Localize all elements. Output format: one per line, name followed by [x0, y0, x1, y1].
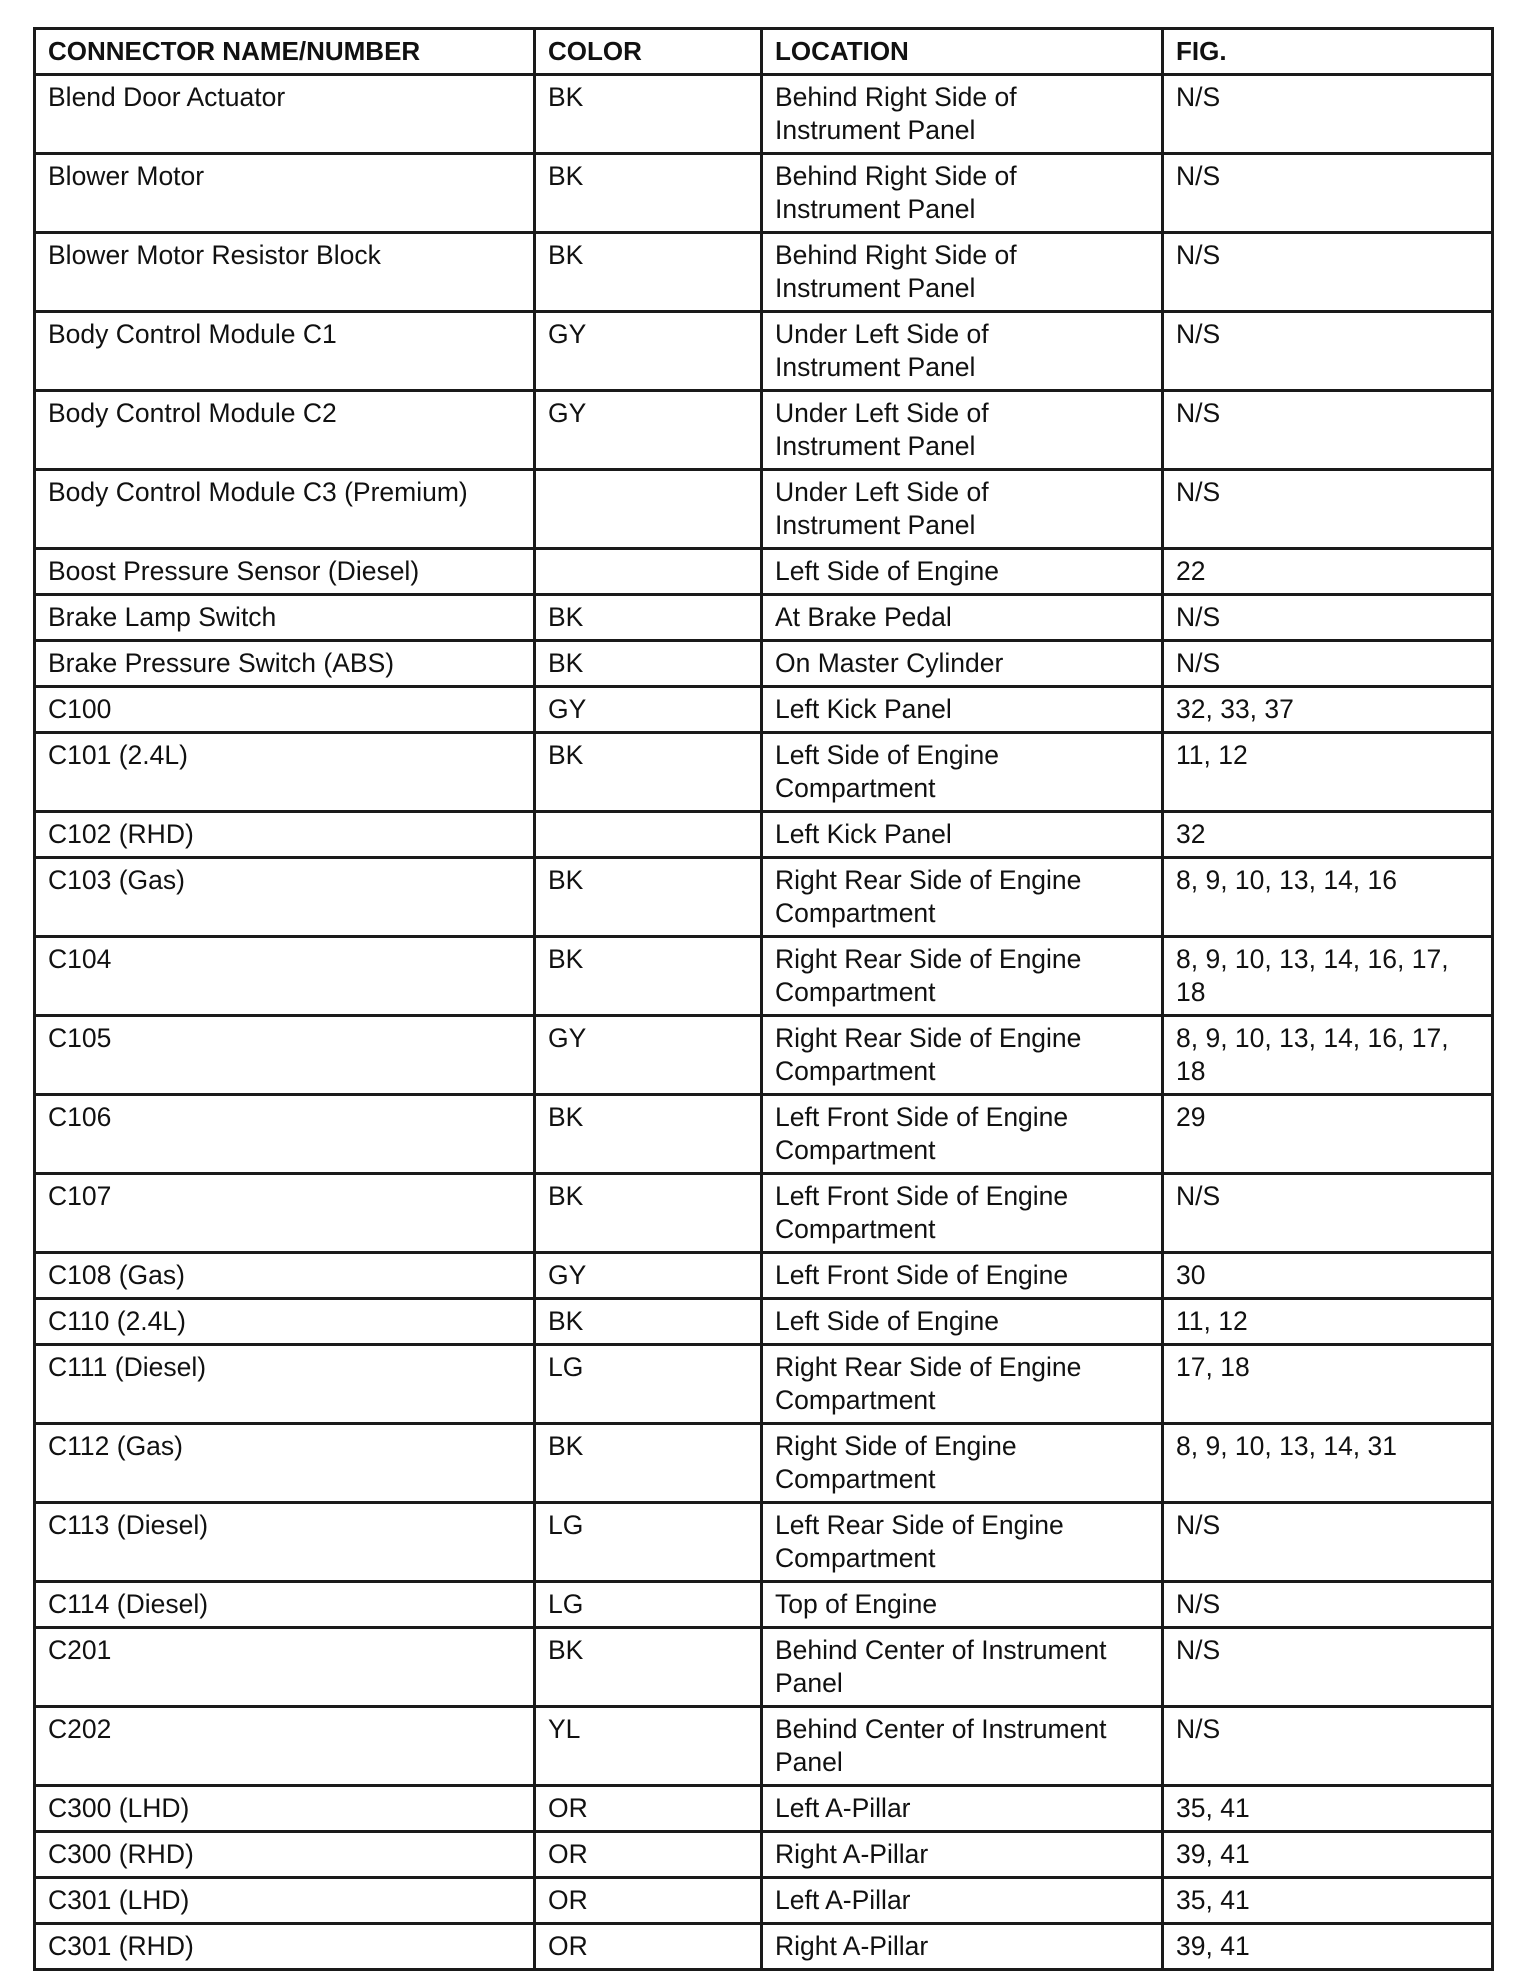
color-cell: BK	[535, 1174, 762, 1253]
color-cell: YL	[535, 1707, 762, 1786]
fig-line: 32	[1176, 819, 1206, 849]
location-cell	[762, 687, 1163, 733]
connector-name-cell: Brake Lamp Switch	[35, 595, 535, 641]
color-cell: BK	[535, 1095, 762, 1174]
fig-line: N/S	[1176, 319, 1221, 349]
table-row	[35, 391, 1493, 470]
connector-name-cell: C100	[35, 687, 535, 733]
location-line: On Master Cylinder	[775, 648, 1004, 678]
location-line: Instrument Panel	[775, 115, 976, 145]
location-cell	[762, 154, 1163, 233]
fig-cell	[1163, 1582, 1493, 1628]
table-row	[35, 1016, 1493, 1095]
fig-line: 8, 9, 10, 13, 14, 16, 17,	[1176, 944, 1449, 974]
location-line: Compartment	[775, 977, 936, 1007]
location-line: Instrument Panel	[775, 273, 976, 303]
header-location: LOCATION	[762, 29, 1163, 75]
fig-line: 11, 12	[1176, 1306, 1248, 1336]
fig-cell	[1163, 1174, 1493, 1253]
location-line: Left Side of Engine	[775, 556, 999, 586]
fig-cell	[1163, 812, 1493, 858]
connector-table	[33, 27, 1494, 1971]
color-cell: BK	[535, 233, 762, 312]
connector-name-cell: C101 (2.4L)	[35, 733, 535, 812]
location-line: Panel	[775, 1747, 843, 1777]
location-line: Behind Right Side of	[775, 161, 1017, 191]
location-line: Behind Right Side of	[775, 82, 1017, 112]
fig-line: 8, 9, 10, 13, 14, 31	[1176, 1431, 1398, 1461]
location-line: At Brake Pedal	[775, 602, 952, 632]
table-row	[35, 233, 1493, 312]
fig-cell	[1163, 1095, 1493, 1174]
color-cell: BK	[535, 75, 762, 154]
location-cell	[762, 1424, 1163, 1503]
color-cell: BK	[535, 595, 762, 641]
location-cell	[762, 1503, 1163, 1582]
location-cell	[762, 1878, 1163, 1924]
location-line: Instrument Panel	[775, 194, 976, 224]
fig-cell	[1163, 1016, 1493, 1095]
location-line: Left Kick Panel	[775, 694, 952, 724]
connector-name-cell: C202	[35, 1707, 535, 1786]
location-cell	[762, 1299, 1163, 1345]
location-line: Right A-Pillar	[775, 1839, 929, 1869]
fig-cell	[1163, 391, 1493, 470]
color-cell	[535, 812, 762, 858]
table-row	[35, 937, 1493, 1016]
fig-cell	[1163, 733, 1493, 812]
location-cell	[762, 1924, 1163, 1970]
connector-name-cell: C201	[35, 1628, 535, 1707]
location-cell	[762, 1628, 1163, 1707]
fig-cell	[1163, 1253, 1493, 1299]
fig-cell	[1163, 233, 1493, 312]
location-cell	[762, 549, 1163, 595]
fig-cell	[1163, 1878, 1493, 1924]
fig-line: 32, 33, 37	[1176, 694, 1294, 724]
location-cell	[762, 233, 1163, 312]
fig-cell	[1163, 1832, 1493, 1878]
table-row	[35, 641, 1493, 687]
location-line: Right Rear Side of Engine	[775, 944, 1082, 974]
fig-cell	[1163, 1707, 1493, 1786]
table-row	[35, 1299, 1493, 1345]
color-cell: OR	[535, 1878, 762, 1924]
location-line: Left Front Side of Engine	[775, 1102, 1069, 1132]
fig-cell	[1163, 1424, 1493, 1503]
location-cell	[762, 1095, 1163, 1174]
color-cell: OR	[535, 1924, 762, 1970]
location-cell	[762, 1786, 1163, 1832]
color-cell: BK	[535, 858, 762, 937]
fig-line: N/S	[1176, 1635, 1221, 1665]
fig-line: 22	[1176, 556, 1206, 586]
header-fig: FIG.	[1163, 29, 1493, 75]
location-cell	[762, 1174, 1163, 1253]
connector-name-cell: C107	[35, 1174, 535, 1253]
table-row	[35, 549, 1493, 595]
location-line: Left Rear Side of Engine	[775, 1510, 1064, 1540]
location-cell	[762, 1582, 1163, 1628]
location-line: Behind Right Side of	[775, 240, 1017, 270]
fig-line: 29	[1176, 1102, 1206, 1132]
color-cell: BK	[535, 937, 762, 1016]
table-row	[35, 312, 1493, 391]
connector-name-cell: C113 (Diesel)	[35, 1503, 535, 1582]
connector-name-cell: Body Control Module C2	[35, 391, 535, 470]
fig-cell	[1163, 641, 1493, 687]
table-header-row	[35, 29, 1493, 75]
color-cell: LG	[535, 1582, 762, 1628]
fig-cell	[1163, 1628, 1493, 1707]
location-line: Left Front Side of Engine	[775, 1260, 1069, 1290]
table-row	[35, 75, 1493, 154]
table-row	[35, 595, 1493, 641]
table-row	[35, 858, 1493, 937]
connector-name-cell: C102 (RHD)	[35, 812, 535, 858]
table-row	[35, 470, 1493, 549]
color-cell: GY	[535, 687, 762, 733]
color-cell: OR	[535, 1786, 762, 1832]
table-row	[35, 154, 1493, 233]
fig-cell	[1163, 1299, 1493, 1345]
location-cell	[762, 75, 1163, 154]
fig-line: N/S	[1176, 648, 1221, 678]
connector-name-cell: Blower Motor Resistor Block	[35, 233, 535, 312]
location-cell	[762, 812, 1163, 858]
connector-table-container	[33, 27, 1494, 1971]
color-cell: BK	[535, 1628, 762, 1707]
color-cell: BK	[535, 1424, 762, 1503]
location-line: Instrument Panel	[775, 510, 976, 540]
color-cell: BK	[535, 733, 762, 812]
location-line: Left Front Side of Engine	[775, 1181, 1069, 1211]
header-color: COLOR	[535, 29, 762, 75]
table-row	[35, 1707, 1493, 1786]
fig-cell	[1163, 312, 1493, 391]
fig-line: N/S	[1176, 602, 1221, 632]
fig-line: N/S	[1176, 161, 1221, 191]
table-row	[35, 687, 1493, 733]
fig-cell	[1163, 687, 1493, 733]
location-cell	[762, 641, 1163, 687]
fig-cell	[1163, 1924, 1493, 1970]
color-cell: BK	[535, 1299, 762, 1345]
connector-name-cell: C114 (Diesel)	[35, 1582, 535, 1628]
location-line: Left A-Pillar	[775, 1885, 911, 1915]
connector-name-cell: C105	[35, 1016, 535, 1095]
fig-line: 18	[1176, 1056, 1206, 1086]
location-cell	[762, 1016, 1163, 1095]
fig-cell	[1163, 858, 1493, 937]
location-line: Under Left Side of	[775, 398, 989, 428]
location-cell	[762, 312, 1163, 391]
location-line: Right A-Pillar	[775, 1931, 929, 1961]
table-row	[35, 1095, 1493, 1174]
location-line: Left A-Pillar	[775, 1793, 911, 1823]
table-row	[35, 812, 1493, 858]
location-cell	[762, 595, 1163, 641]
table-row	[35, 1345, 1493, 1424]
fig-cell	[1163, 75, 1493, 154]
location-line: Compartment	[775, 1214, 936, 1244]
color-cell: GY	[535, 391, 762, 470]
connector-name-cell: C103 (Gas)	[35, 858, 535, 937]
location-cell	[762, 391, 1163, 470]
fig-cell	[1163, 470, 1493, 549]
fig-line: N/S	[1176, 477, 1221, 507]
location-line: Compartment	[775, 1385, 936, 1415]
color-cell: GY	[535, 1253, 762, 1299]
connector-name-cell: C301 (LHD)	[35, 1878, 535, 1924]
connector-name-cell: Brake Pressure Switch (ABS)	[35, 641, 535, 687]
location-line: Behind Center of Instrument	[775, 1635, 1107, 1665]
fig-line: 17, 18	[1176, 1352, 1250, 1382]
fig-cell	[1163, 937, 1493, 1016]
fig-line: 8, 9, 10, 13, 14, 16	[1176, 865, 1398, 895]
color-cell: GY	[535, 312, 762, 391]
connector-name-cell: C106	[35, 1095, 535, 1174]
connector-name-cell: C111 (Diesel)	[35, 1345, 535, 1424]
fig-line: 35, 41	[1176, 1885, 1250, 1915]
fig-line: N/S	[1176, 1510, 1221, 1540]
table-row	[35, 1924, 1493, 1970]
location-line: Left Side of Engine	[775, 740, 999, 770]
color-cell: LG	[535, 1503, 762, 1582]
location-line: Compartment	[775, 1135, 936, 1165]
fig-line: N/S	[1176, 1589, 1221, 1619]
fig-cell	[1163, 154, 1493, 233]
fig-line: N/S	[1176, 398, 1221, 428]
fig-line: 35, 41	[1176, 1793, 1250, 1823]
table-row	[35, 733, 1493, 812]
location-line: Behind Center of Instrument	[775, 1714, 1107, 1744]
table-row	[35, 1832, 1493, 1878]
location-line: Compartment	[775, 1543, 936, 1573]
location-cell	[762, 1253, 1163, 1299]
header-connector-name: CONNECTOR NAME/NUMBER	[35, 29, 535, 75]
connector-name-cell: Blower Motor	[35, 154, 535, 233]
connector-name-cell: C301 (RHD)	[35, 1924, 535, 1970]
location-cell	[762, 1707, 1163, 1786]
location-line: Right Rear Side of Engine	[775, 1023, 1082, 1053]
fig-line: 39, 41	[1176, 1839, 1250, 1869]
location-line: Right Rear Side of Engine	[775, 1352, 1082, 1382]
location-cell	[762, 1832, 1163, 1878]
location-line: Instrument Panel	[775, 431, 976, 461]
connector-name-cell: Body Control Module C3 (Premium)	[35, 470, 535, 549]
fig-line: N/S	[1176, 82, 1221, 112]
table-row	[35, 1503, 1493, 1582]
location-line: Right Rear Side of Engine	[775, 865, 1082, 895]
table-row	[35, 1424, 1493, 1503]
connector-name-cell: Blend Door Actuator	[35, 75, 535, 154]
fig-cell	[1163, 1503, 1493, 1582]
table-row	[35, 1582, 1493, 1628]
fig-line: 18	[1176, 977, 1206, 1007]
color-cell: OR	[535, 1832, 762, 1878]
fig-cell	[1163, 1786, 1493, 1832]
connector-name-cell: C108 (Gas)	[35, 1253, 535, 1299]
color-cell: GY	[535, 1016, 762, 1095]
fig-line: N/S	[1176, 240, 1221, 270]
location-line: Top of Engine	[775, 1589, 938, 1619]
location-line: Compartment	[775, 898, 936, 928]
table-row	[35, 1628, 1493, 1707]
location-cell	[762, 733, 1163, 812]
location-line: Under Left Side of	[775, 319, 989, 349]
connector-name-cell: Body Control Module C1	[35, 312, 535, 391]
connector-name-cell: C110 (2.4L)	[35, 1299, 535, 1345]
connector-name-cell: C112 (Gas)	[35, 1424, 535, 1503]
location-line: Instrument Panel	[775, 352, 976, 382]
location-cell	[762, 937, 1163, 1016]
location-line: Panel	[775, 1668, 843, 1698]
connector-name-cell: C300 (LHD)	[35, 1786, 535, 1832]
fig-line: 30	[1176, 1260, 1206, 1290]
location-line: Compartment	[775, 1464, 936, 1494]
fig-line: N/S	[1176, 1714, 1221, 1744]
location-line: Left Kick Panel	[775, 819, 952, 849]
location-line: Right Side of Engine	[775, 1431, 1017, 1461]
table-row	[35, 1253, 1493, 1299]
fig-line: 11, 12	[1176, 740, 1248, 770]
location-line: Under Left Side of	[775, 477, 989, 507]
location-cell	[762, 858, 1163, 937]
location-cell	[762, 1345, 1163, 1424]
connector-name-cell: C104	[35, 937, 535, 1016]
location-line: Compartment	[775, 773, 936, 803]
table-body	[35, 75, 1493, 1970]
color-cell: LG	[535, 1345, 762, 1424]
table-row	[35, 1174, 1493, 1253]
color-cell	[535, 549, 762, 595]
location-line: Left Side of Engine	[775, 1306, 999, 1336]
fig-line: 8, 9, 10, 13, 14, 16, 17,	[1176, 1023, 1449, 1053]
color-cell: BK	[535, 154, 762, 233]
connector-name-cell: C300 (RHD)	[35, 1832, 535, 1878]
connector-name-cell: Boost Pressure Sensor (Diesel)	[35, 549, 535, 595]
location-cell	[762, 470, 1163, 549]
fig-cell	[1163, 549, 1493, 595]
table-row	[35, 1878, 1493, 1924]
fig-line: 39, 41	[1176, 1931, 1250, 1961]
color-cell: BK	[535, 641, 762, 687]
fig-cell	[1163, 1345, 1493, 1424]
fig-cell	[1163, 595, 1493, 641]
table-row	[35, 1786, 1493, 1832]
color-cell	[535, 470, 762, 549]
location-line: Compartment	[775, 1056, 936, 1086]
fig-line: N/S	[1176, 1181, 1221, 1211]
